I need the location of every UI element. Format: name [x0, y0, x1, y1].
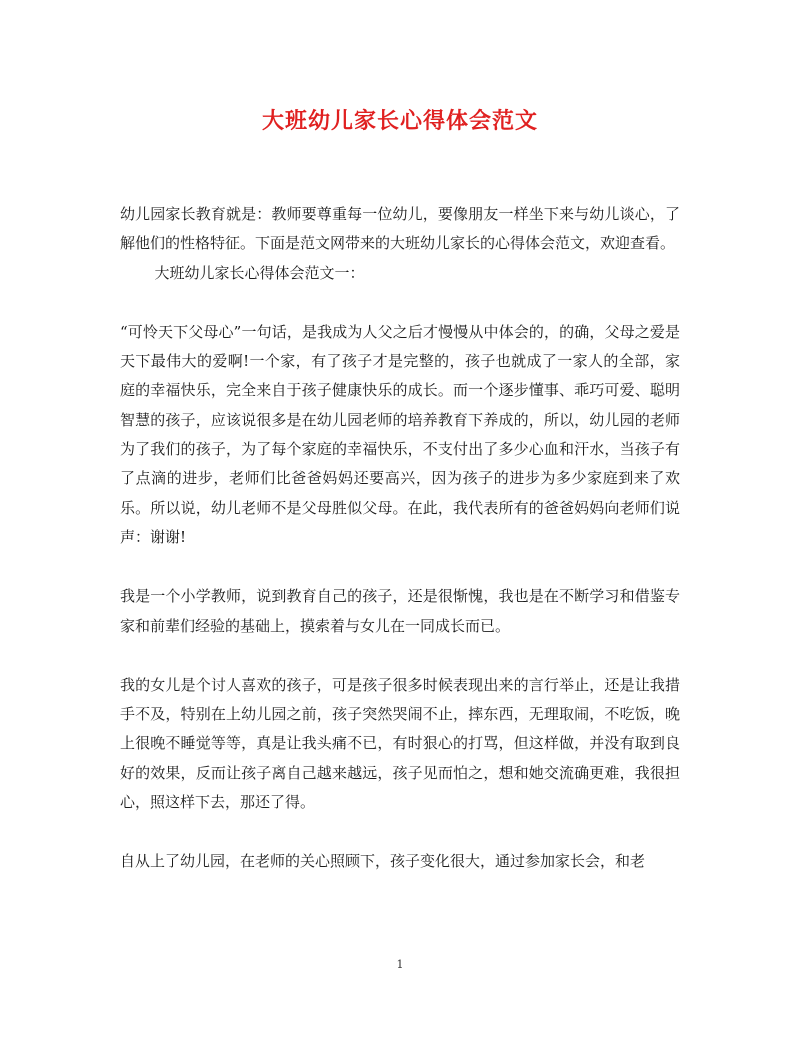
body-paragraph-3: 我的女儿是个讨人喜欢的孩子，可是孩子很多时候表现出来的言行举止，还是让我措手不及，特别在上幼儿园之前，孩子突然哭闹不止，摔东西，无理取闹，不吃饭，晚上很晚不睡觉等等，真是让我头痛不已，有时狠心的打骂，但这样做，并没有取到良好的效果，反而让孩子离自己越来越远，孩子见而怕之，想和她交流确更难，我很担心，照这样下去，那还了得。: [120, 675, 680, 812]
body-paragraph-1: “可怜天下父母心”一句话，是我成为人父之后才慢慢从中体会的，的确，父母之爱是天下最伟大的爱啊!一个家，有了孩子才是完整的，孩子也就成了一家人的全部，家庭的幸福快乐，完全来自于孩子健康快乐的成长。而一个逐步懂事、乖巧可爱、聪明智慧的孩子，应该说很多是在幼儿园老师的培养教育下养成的，所以，幼儿园的老师为了我们的孩子，为了每个家庭的幸福快乐，不支付出了多少心血和汗水，当孩子有了点滴的进步，老师们比爸爸妈妈还要高兴，因为孩子的进步为多少家庭到来了欢乐。所以说，幼儿老师不是父母胜似父母。在此，我代表所有的爸爸妈妈向老师们说声：谢谢!: [120, 322, 680, 546]
page-number: 1: [396, 958, 404, 971]
paragraph-gap: [120, 817, 680, 847]
intro-paragraph: 幼儿园家长教育就是：教师要尊重每一位幼儿，要像朋友一样坐下来与幼儿谈心，了解他们的性格特征。下面是范文网带来的大班幼儿家长的心得体会范文，欢迎查看。: [120, 205, 680, 253]
paragraph-gap: [120, 641, 680, 671]
document-body: [120, 200, 680, 877]
document-title: 大班幼儿家长心得体会范文: [261, 108, 538, 134]
section-subheading: 大班幼儿家长心得体会范文一：: [154, 263, 365, 282]
paragraph-gap: [120, 552, 680, 582]
body-paragraph-4: 自从上了幼儿园，在老师的关心照顾下，孩子变化很大，通过参加家长会，和老: [120, 852, 646, 871]
paragraph-gap: [120, 288, 680, 318]
body-paragraph-2: 我是一个小学教师，说到教育自己的孩子，还是很惭愧，我也是在不断学习和借鉴专家和前辈们经验的基础上，摸索着与女儿在一同成长而已。: [120, 587, 680, 635]
